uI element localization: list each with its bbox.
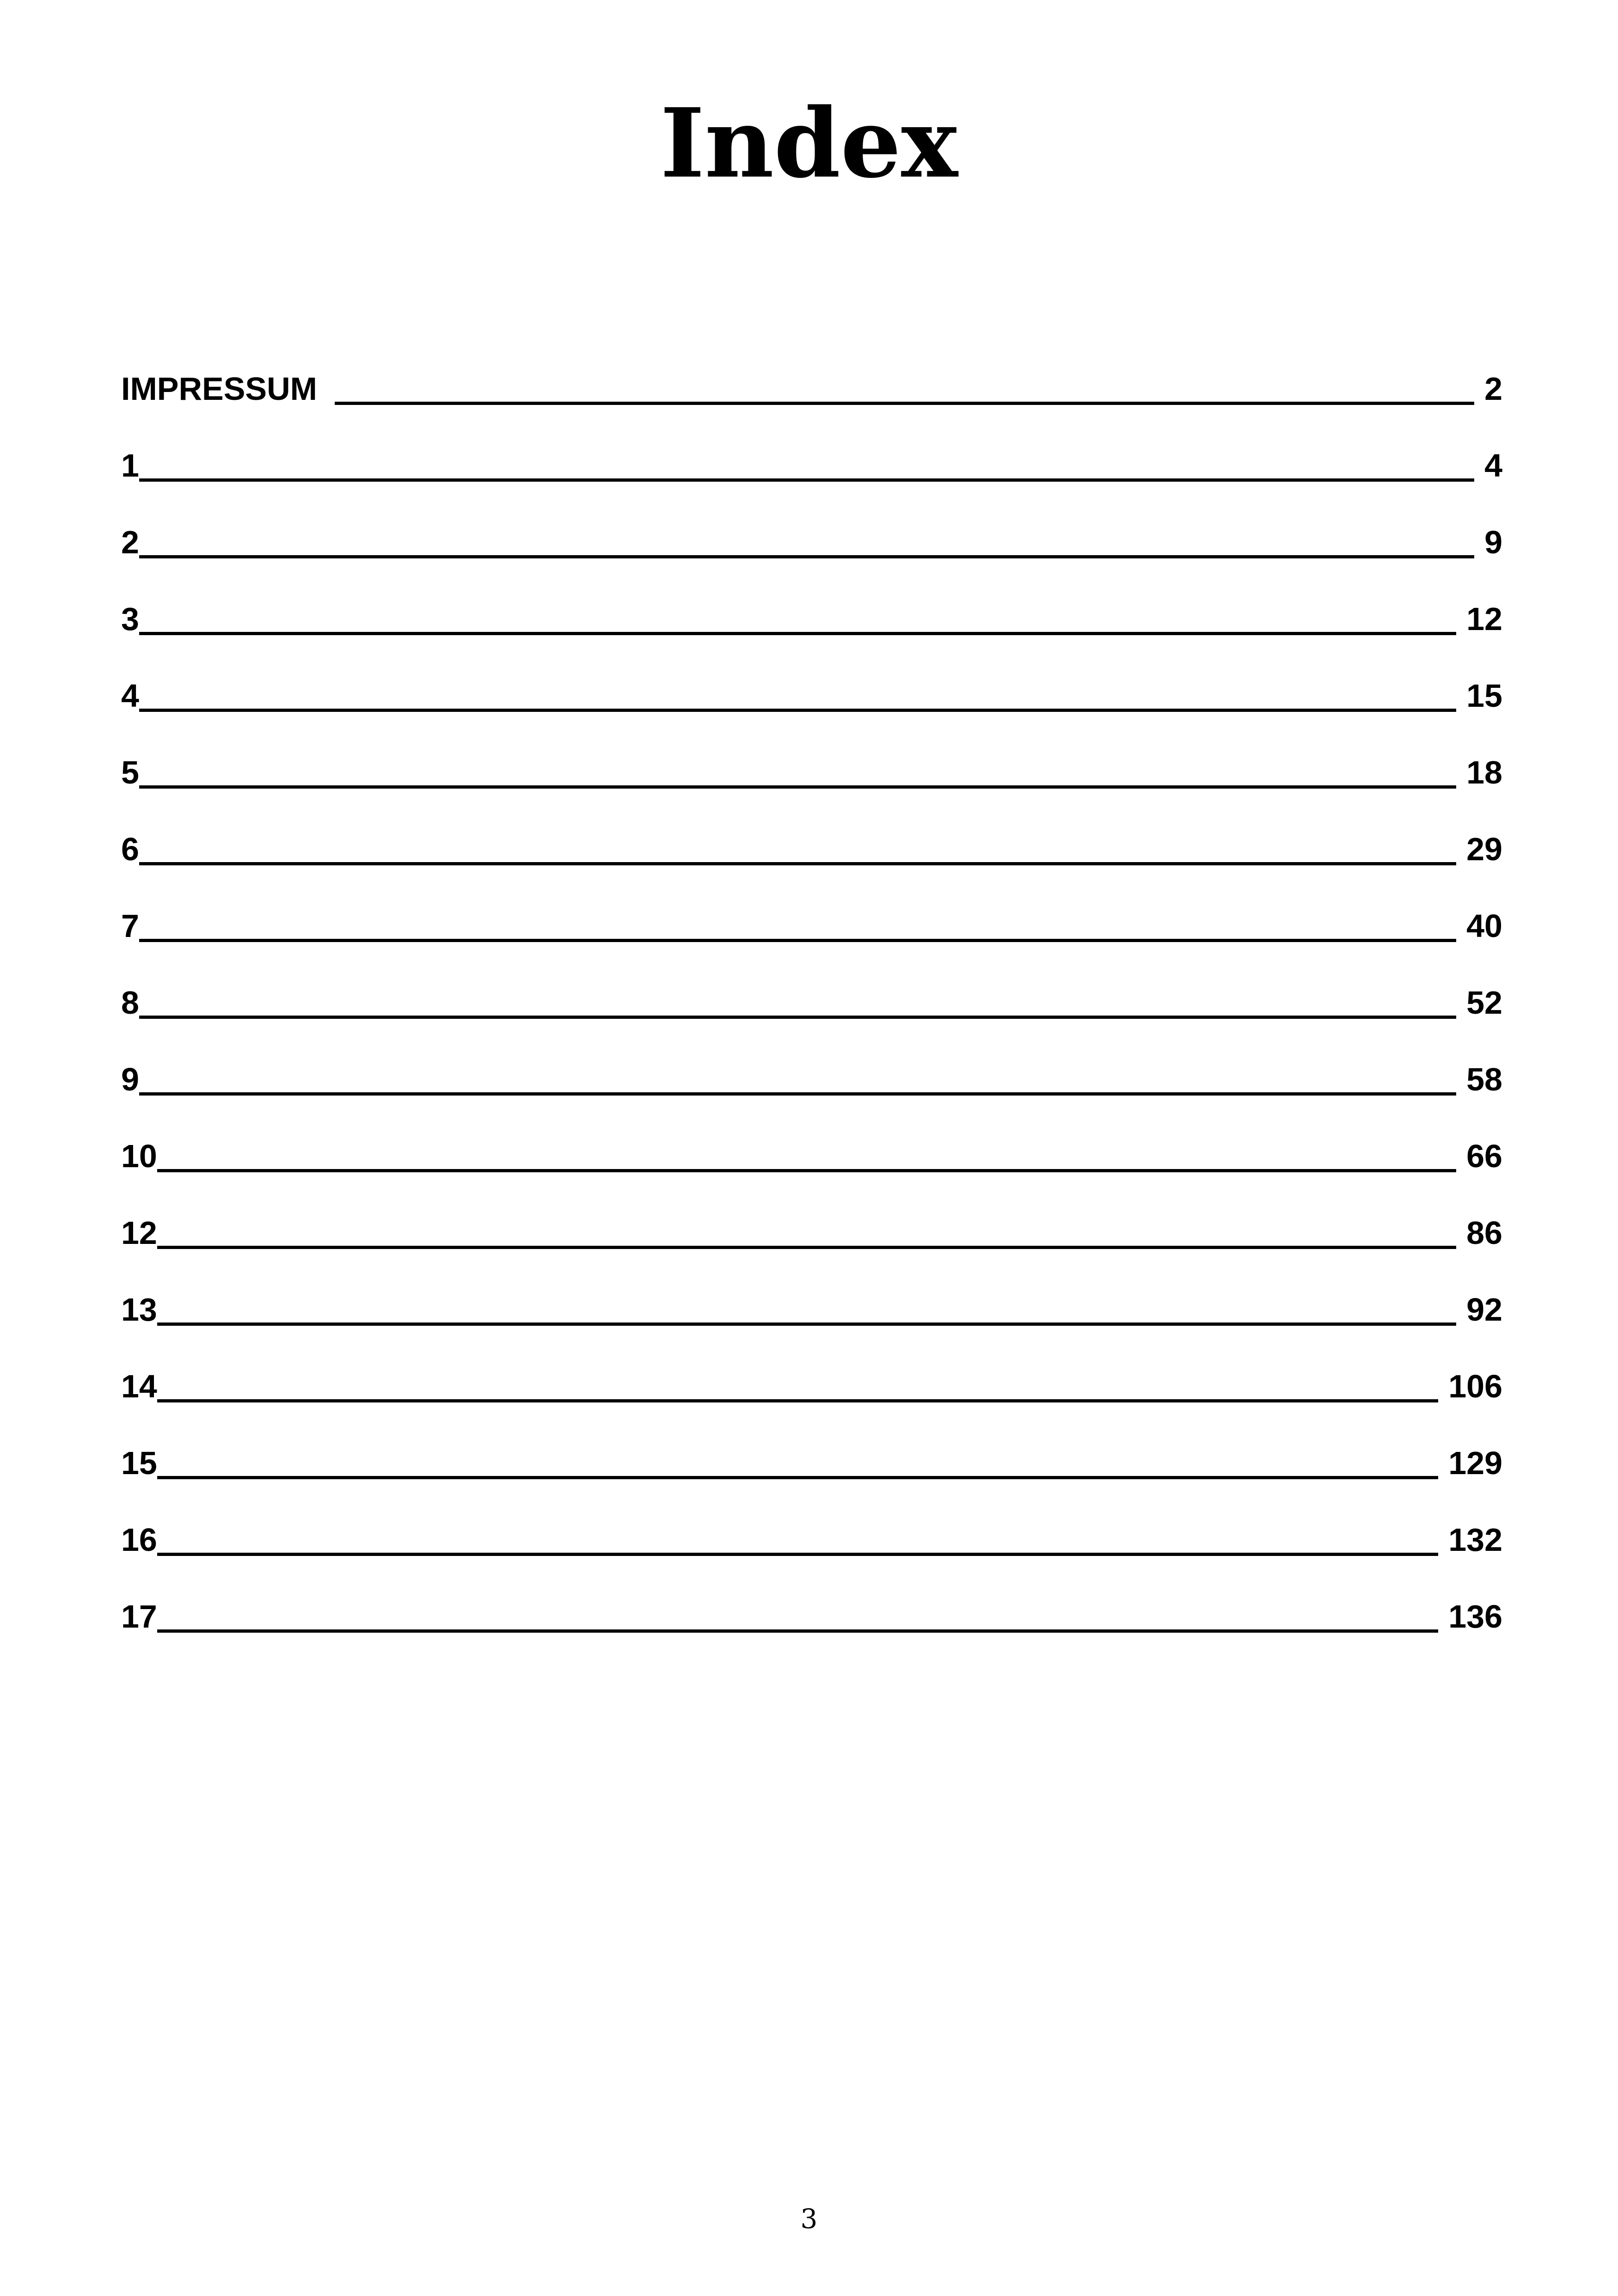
toc-leader-line xyxy=(139,632,1456,635)
toc-leader-line xyxy=(139,555,1474,558)
toc-entry-page: 18 xyxy=(1466,754,1502,790)
toc-entry-label: 15 xyxy=(121,1445,157,1481)
toc-entry-page: 4 xyxy=(1484,447,1502,484)
toc-entry-page: 136 xyxy=(1448,1598,1502,1635)
toc-entry[interactable] xyxy=(121,1407,1502,1484)
toc-leader-line xyxy=(139,478,1474,482)
toc-entry-label: 2 xyxy=(121,524,139,560)
toc-entry[interactable] xyxy=(121,1254,1502,1330)
toc-leader-line xyxy=(157,1246,1456,1249)
toc-entry-label: 10 xyxy=(121,1138,157,1174)
toc-leader-line xyxy=(157,1553,1438,1556)
toc-entry-label: 7 xyxy=(121,908,139,944)
toc-entry-label: 4 xyxy=(121,678,139,714)
toc-entry[interactable] xyxy=(121,563,1502,640)
toc-entry-label: 12 xyxy=(121,1215,157,1251)
toc-leader-line xyxy=(139,709,1456,712)
toc-entry[interactable] xyxy=(121,947,1502,1023)
toc-entry-page: 15 xyxy=(1466,678,1502,714)
toc-entry-label: 13 xyxy=(121,1292,157,1328)
toc-leader-line xyxy=(157,1629,1438,1633)
toc-entry-label: 5 xyxy=(121,754,139,790)
toc-entry[interactable] xyxy=(121,1330,1502,1407)
toc-entry-page: 66 xyxy=(1466,1138,1502,1174)
toc-leader-line xyxy=(139,862,1456,865)
toc-entry-page: 92 xyxy=(1466,1292,1502,1328)
toc-entry[interactable] xyxy=(121,870,1502,947)
toc-entry-page: 52 xyxy=(1466,985,1502,1021)
toc-entry[interactable] xyxy=(121,1561,1502,1637)
toc-entry-label: 8 xyxy=(121,985,139,1021)
toc-leader-line xyxy=(157,1399,1438,1402)
toc-leader-line xyxy=(139,1092,1456,1096)
toc-entry[interactable] xyxy=(121,1177,1502,1254)
toc-leader-line xyxy=(139,1016,1456,1019)
toc-entry-label: 14 xyxy=(121,1368,157,1404)
toc-entry-page: 132 xyxy=(1448,1522,1502,1558)
toc-entry-label: 16 xyxy=(121,1522,157,1558)
toc-entry[interactable] xyxy=(121,1023,1502,1100)
toc-leader-line xyxy=(139,785,1456,789)
table-of-contents xyxy=(121,333,1502,1637)
toc-entry-page: 58 xyxy=(1466,1061,1502,1097)
toc-entry[interactable] xyxy=(121,640,1502,716)
toc-leader-line xyxy=(157,1322,1456,1326)
toc-leader-line xyxy=(139,939,1456,942)
toc-entry-label: 17 xyxy=(121,1598,157,1635)
toc-entry[interactable] xyxy=(121,1100,1502,1177)
toc-entry-page: 129 xyxy=(1448,1445,1502,1481)
toc-entry-page: 9 xyxy=(1484,524,1502,560)
toc-leader-line xyxy=(335,402,1474,405)
page-title: Index xyxy=(660,87,958,199)
toc-entry-label: 1 xyxy=(121,447,139,484)
page-number: 3 xyxy=(800,2203,818,2235)
toc-entry-label: 9 xyxy=(121,1061,139,1097)
toc-entry[interactable] xyxy=(121,793,1502,870)
toc-entry[interactable] xyxy=(121,410,1502,486)
toc-leader-line xyxy=(157,1169,1456,1172)
toc-entry-page: 40 xyxy=(1466,908,1502,944)
toc-entry-label: 6 xyxy=(121,831,139,867)
toc-entry[interactable] xyxy=(121,716,1502,793)
toc-entry-page: 29 xyxy=(1466,831,1502,867)
toc-entry-label: IMPRESSUM xyxy=(121,371,317,407)
toc-entry[interactable] xyxy=(121,1484,1502,1561)
toc-entry-label: 3 xyxy=(121,601,139,637)
toc-leader-line xyxy=(157,1476,1438,1479)
toc-entry-page: 12 xyxy=(1466,601,1502,637)
toc-entry-page: 86 xyxy=(1466,1215,1502,1251)
toc-entry-page: 106 xyxy=(1448,1368,1502,1404)
toc-entry-page: 2 xyxy=(1484,371,1502,407)
toc-entry[interactable] xyxy=(121,333,1502,410)
toc-entry[interactable] xyxy=(121,486,1502,563)
